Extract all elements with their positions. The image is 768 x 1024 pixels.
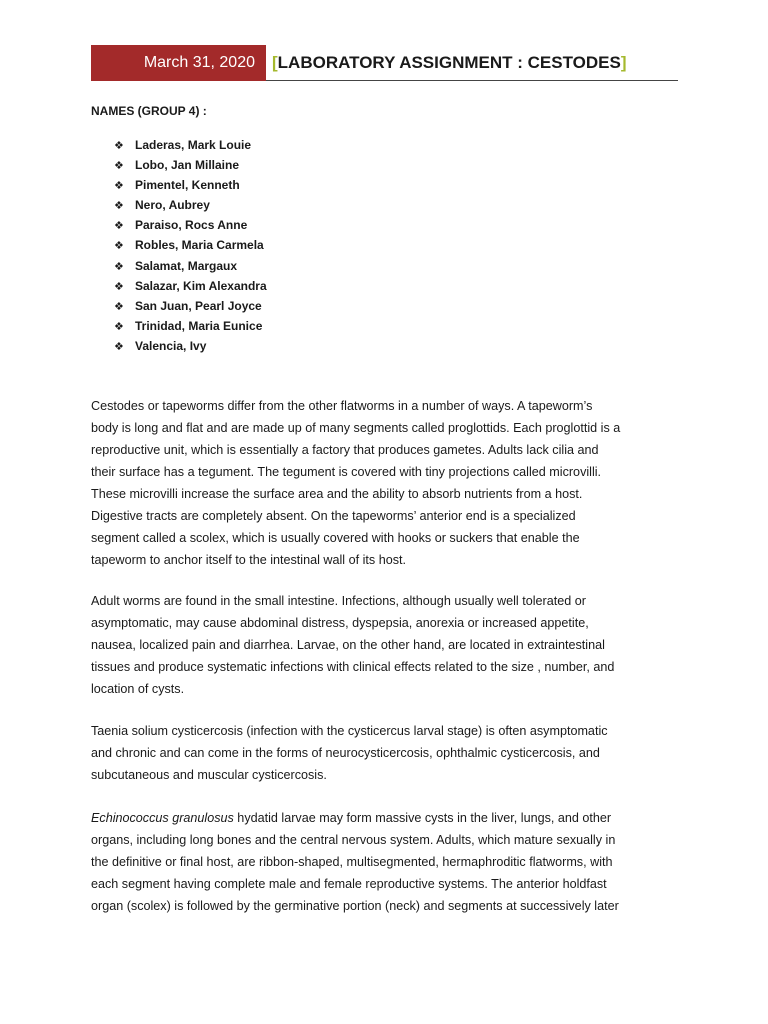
- paragraph-echinococcus: Echinococcus granulosus hydatid larvae may form massive cysts in the liver, lungs, and other organs, including long bones and the central nervous system. Adults, which mature sexually in the definitive or final host, are ribbon-shaped, multisegmented, hermaphroditic flatworms, with each segment having complete male and female reproductive systems. The anterior holdfast organ (scolex) is followed by the germinative portion (neck) and segments at successively later: [91, 807, 691, 917]
- date-banner: March 31, 2020: [91, 45, 266, 81]
- diamond-bullet-icon: ❖: [114, 180, 124, 193]
- diamond-bullet-icon: ❖: [114, 240, 124, 253]
- diamond-bullet-icon: ❖: [114, 160, 124, 173]
- title-bracket-close: ]: [620, 53, 627, 72]
- paragraph-taenia-solium: Taenia solium cysticercosis (infection with the cysticercus larval stage) is often asymptomatic and chronic and can come in the forms of neurocysticercosis, ophthalmic cysticercosis, and subcutaneous and muscular cysticercosis.: [91, 724, 608, 782]
- diamond-bullet-icon: ❖: [114, 300, 124, 313]
- list-item: ❖ Salazar, Kim Alexandra: [114, 276, 267, 296]
- paragraph-first-line: Echinococcus granulosus hydatid larvae may form massive cysts in the liver, lungs, and other: [91, 811, 612, 825]
- list-item: ❖ Paraiso, Rocs Anne: [114, 215, 267, 235]
- list-item: ❖ San Juan, Pearl Joyce: [114, 296, 267, 316]
- diamond-bullet-icon: ❖: [114, 260, 124, 273]
- diamond-bullet-icon: ❖: [114, 200, 124, 213]
- names-list: [114, 135, 267, 356]
- list-item: ❖ Valencia, Ivy: [114, 336, 267, 356]
- names-label: NAMES (GROUP 4) :: [91, 104, 207, 118]
- list-item: ❖ Pimentel, Kenneth: [114, 175, 267, 195]
- paragraph-cestodes-intro: Cestodes or tapeworms differ from the other flatworms in a number of ways. A tapeworm’s body is long and flat and are made up of many segments called proglottids. Each proglottid is a reproductive unit, which is essentially a factory that produces gametes. Adults lack cilia and their surface has a tegument. The tegument is covered with tiny projections called microvilli. These microvilli increase the surface area and the ability to absorb nutrients from a host. Digestive tracts are completely absent. On the tapeworms’ anterior end is a specialized segment called a scolex, which is usually covered with hooks or suckers that enable the tapeworm to anchor itself to the intestinal wall of its host.: [91, 399, 621, 567]
- diamond-bullet-icon: ❖: [114, 320, 124, 333]
- species-name: Echinococcus granulosus: [91, 811, 234, 825]
- paragraph-adult-worms: Adult worms are found in the small intestine. Infections, although usually well tolerated or asymptomatic, may cause abdominal distress, dyspepsia, anorexia or increased appetite, nausea, localized pain and diarrhea. Larvae, on the other hand, are located in extraintestinal tissues and produce systematic infections with clinical effects related to the size , number, and location of cysts.: [91, 594, 615, 696]
- diamond-bullet-icon: ❖: [114, 340, 124, 353]
- list-item: ❖ Laderas, Mark Louie: [114, 135, 267, 155]
- list-item: ❖ Robles, Maria Carmela: [114, 235, 267, 255]
- header-divider: [266, 80, 678, 81]
- list-item: ❖ Salamat, Margaux: [114, 256, 267, 276]
- list-item: ❖ Lobo, Jan Millaine: [114, 155, 267, 175]
- header: [91, 45, 678, 81]
- list-item: ❖ Nero, Aubrey: [114, 195, 267, 215]
- diamond-bullet-icon: ❖: [114, 140, 124, 152]
- diamond-bullet-icon: ❖: [114, 280, 124, 293]
- title-text: LABORATORY ASSIGNMENT : CESTODES: [277, 53, 621, 72]
- page-title: [272, 45, 627, 81]
- diamond-bullet-icon: ❖: [114, 220, 124, 233]
- list-item: ❖ Trinidad, Maria Eunice: [114, 316, 267, 336]
- title-bracket-open: [: [272, 53, 278, 72]
